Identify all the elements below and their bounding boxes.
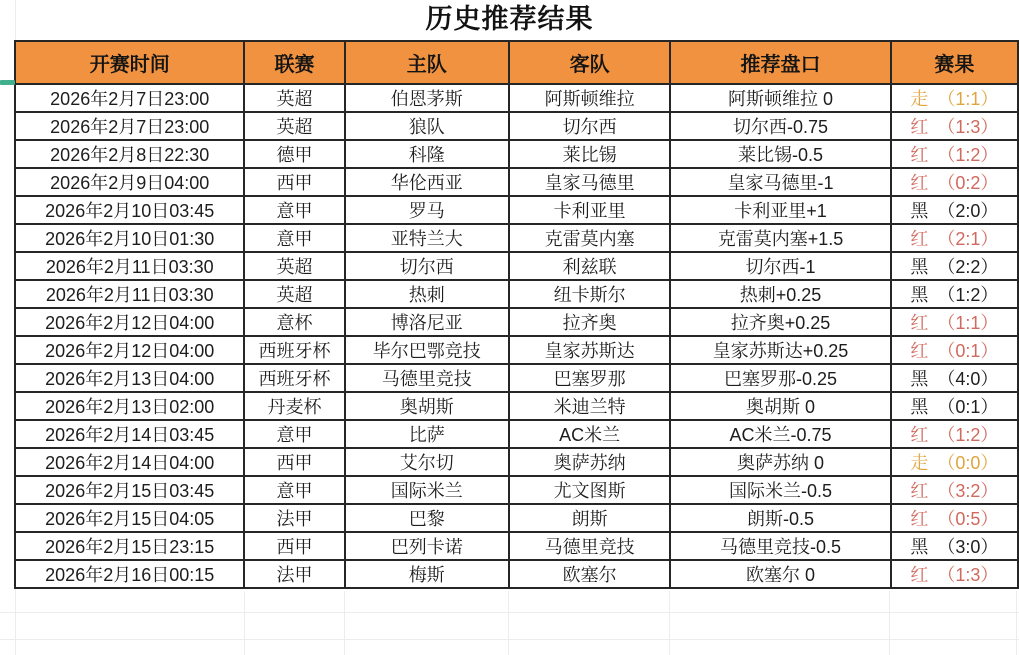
- cell-away-team[interactable]: 利兹联: [509, 252, 670, 280]
- cell-kickoff-time[interactable]: 2026年2月13日04:00: [15, 364, 244, 392]
- result-verdict: 走: [910, 89, 929, 109]
- result-verdict: 红: [910, 229, 929, 249]
- cell-kickoff-time[interactable]: 2026年2月7日23:00: [15, 112, 244, 140]
- cell-result[interactable]: [891, 420, 1018, 448]
- result-verdict: 黑: [910, 369, 929, 389]
- result-verdict: 红: [910, 425, 929, 445]
- result-verdict: 红: [910, 117, 929, 137]
- cell-home-team[interactable]: 伯恩茅斯: [345, 84, 509, 112]
- cell-kickoff-time[interactable]: 2026年2月15日03:45: [15, 476, 244, 504]
- cell-recommended-handicap[interactable]: 奥胡斯 0: [670, 392, 890, 420]
- cell-home-team[interactable]: 狼队: [345, 112, 509, 140]
- cell-recommended-handicap[interactable]: 热刺+0.25: [670, 280, 890, 308]
- table-row: [15, 168, 1018, 196]
- cell-result[interactable]: [891, 224, 1018, 252]
- cell-league[interactable]: 德甲: [244, 140, 344, 168]
- cell-home-team[interactable]: 切尔西: [345, 252, 509, 280]
- result-verdict: 红: [910, 145, 929, 165]
- cell-kickoff-time[interactable]: 2026年2月13日02:00: [15, 392, 244, 420]
- cell-league[interactable]: 意甲: [244, 224, 344, 252]
- result-verdict: 红: [910, 509, 929, 529]
- cell-away-team[interactable]: 欧塞尔: [509, 560, 670, 588]
- cell-recommended-handicap[interactable]: 皇家马德里-1: [670, 168, 890, 196]
- table-row: [15, 84, 1018, 112]
- result-score: （2:1）: [937, 229, 999, 249]
- result-verdict: 红: [910, 565, 929, 585]
- cell-away-team[interactable]: 巴塞罗那: [509, 364, 670, 392]
- cell-recommended-handicap[interactable]: 国际米兰-0.5: [670, 476, 890, 504]
- cell-kickoff-time[interactable]: 2026年2月10日03:45: [15, 196, 244, 224]
- cell-home-team[interactable]: 巴列卡诺: [345, 532, 509, 560]
- table-row: [15, 420, 1018, 448]
- cell-recommended-handicap[interactable]: 欧塞尔 0: [670, 560, 890, 588]
- cell-recommended-handicap[interactable]: 卡利亚里+1: [670, 196, 890, 224]
- cell-kickoff-time[interactable]: 2026年2月9日04:00: [15, 168, 244, 196]
- cell-recommended-handicap[interactable]: 朗斯-0.5: [670, 504, 890, 532]
- table-row: [15, 140, 1018, 168]
- result-score: （2:0）: [937, 201, 999, 221]
- cell-league[interactable]: 英超: [244, 112, 344, 140]
- cell-home-team[interactable]: 比萨: [345, 420, 509, 448]
- result-score: （1:1）: [937, 89, 999, 109]
- result-score: （3:2）: [937, 481, 999, 501]
- table-row: [15, 532, 1018, 560]
- result-score: （0:1）: [937, 341, 999, 361]
- results-table: [14, 40, 1019, 589]
- result-verdict: 红: [910, 341, 929, 361]
- cell-home-team[interactable]: 奥胡斯: [345, 392, 509, 420]
- cell-recommended-handicap[interactable]: 克雷莫内塞+1.5: [670, 224, 890, 252]
- cell-recommended-handicap[interactable]: 莱比锡-0.5: [670, 140, 890, 168]
- sheet-gridline-col4: [669, 591, 670, 655]
- result-verdict: 黑: [910, 285, 929, 305]
- sheet-gridline-col1: [244, 591, 245, 655]
- cell-away-team[interactable]: 切尔西: [509, 112, 670, 140]
- results-table-wrapper: [14, 40, 1019, 589]
- cell-away-team[interactable]: 马德里竞技: [509, 532, 670, 560]
- result-score: （0:5）: [937, 509, 999, 529]
- cell-kickoff-time[interactable]: 2026年2月12日04:00: [15, 336, 244, 364]
- cell-away-team[interactable]: 皇家苏斯达: [509, 336, 670, 364]
- cell-kickoff-time[interactable]: 2026年2月14日03:45: [15, 420, 244, 448]
- cell-away-team[interactable]: 尤文图斯: [509, 476, 670, 504]
- cell-result[interactable]: [891, 280, 1018, 308]
- sheet-gridline-col6: [1016, 591, 1017, 655]
- page-title: 历史推荐结果: [425, 4, 594, 34]
- cell-away-team[interactable]: 奥萨苏纳: [509, 448, 670, 476]
- sheet-gridline-col3: [508, 591, 509, 655]
- cell-league[interactable]: 西班牙杯: [244, 364, 344, 392]
- result-verdict: 黑: [910, 397, 929, 417]
- cell-home-team[interactable]: 博洛尼亚: [345, 308, 509, 336]
- cell-recommended-handicap[interactable]: 马德里竞技-0.5: [670, 532, 890, 560]
- cell-recommended-handicap[interactable]: 奥萨苏纳 0: [670, 448, 890, 476]
- cell-league[interactable]: 意甲: [244, 420, 344, 448]
- cell-home-team[interactable]: 巴黎: [345, 504, 509, 532]
- cell-result[interactable]: [891, 252, 1018, 280]
- cell-home-team[interactable]: 艾尔切: [345, 448, 509, 476]
- cell-recommended-handicap[interactable]: 切尔西-1: [670, 252, 890, 280]
- cell-away-team[interactable]: 拉齐奥: [509, 308, 670, 336]
- sheet-gridline-row2: [0, 639, 1019, 640]
- cell-away-team[interactable]: 阿斯顿维拉: [509, 84, 670, 112]
- cell-kickoff-time[interactable]: 2026年2月15日23:15: [15, 532, 244, 560]
- cell-kickoff-time[interactable]: 2026年2月11日03:30: [15, 252, 244, 280]
- cell-kickoff-time[interactable]: 2026年2月10日01:30: [15, 224, 244, 252]
- cell-result[interactable]: [891, 392, 1018, 420]
- sheet-gridline-row1: [0, 612, 1019, 613]
- cell-league[interactable]: 西甲: [244, 448, 344, 476]
- cell-home-team[interactable]: 亚特兰大: [345, 224, 509, 252]
- cell-result[interactable]: [891, 476, 1018, 504]
- cell-league[interactable]: 意甲: [244, 196, 344, 224]
- cell-result[interactable]: [891, 504, 1018, 532]
- column-header-recommended-handicap[interactable]: 推荐盘口: [670, 41, 890, 84]
- cell-league[interactable]: 法甲: [244, 560, 344, 588]
- cell-recommended-handicap[interactable]: 阿斯顿维拉 0: [670, 84, 890, 112]
- cell-away-team[interactable]: 米迪兰特: [509, 392, 670, 420]
- result-score: （1:2）: [937, 145, 999, 165]
- results-table-body: [15, 84, 1018, 588]
- sheet-gridline-col2: [344, 591, 345, 655]
- result-score: （2:2）: [937, 257, 999, 277]
- row-selection-marker: [0, 80, 15, 85]
- cell-recommended-handicap[interactable]: 切尔西-0.75: [670, 112, 890, 140]
- cell-recommended-handicap[interactable]: 拉齐奥+0.25: [670, 308, 890, 336]
- cell-home-team[interactable]: 梅斯: [345, 560, 509, 588]
- cell-away-team[interactable]: 皇家马德里: [509, 168, 670, 196]
- cell-league[interactable]: 意杯: [244, 308, 344, 336]
- cell-kickoff-time[interactable]: 2026年2月11日03:30: [15, 280, 244, 308]
- cell-league[interactable]: 英超: [244, 280, 344, 308]
- result-score: （1:2）: [937, 285, 999, 305]
- cell-kickoff-time[interactable]: 2026年2月8日22:30: [15, 140, 244, 168]
- cell-result[interactable]: [891, 336, 1018, 364]
- result-score: （1:2）: [937, 425, 999, 445]
- cell-recommended-handicap[interactable]: AC米兰-0.75: [670, 420, 890, 448]
- table-row: [15, 196, 1018, 224]
- cell-home-team[interactable]: 科隆: [345, 140, 509, 168]
- table-row: [15, 392, 1018, 420]
- cell-result[interactable]: [891, 84, 1018, 112]
- result-verdict: 红: [910, 313, 929, 333]
- cell-home-team[interactable]: 马德里竞技: [345, 364, 509, 392]
- cell-kickoff-time[interactable]: 2026年2月12日04:00: [15, 308, 244, 336]
- table-row: [15, 476, 1018, 504]
- cell-result[interactable]: [891, 532, 1018, 560]
- cell-home-team[interactable]: 热刺: [345, 280, 509, 308]
- cell-away-team[interactable]: AC米兰: [509, 420, 670, 448]
- cell-away-team[interactable]: 莱比锡: [509, 140, 670, 168]
- cell-result[interactable]: [891, 168, 1018, 196]
- table-row: [15, 280, 1018, 308]
- cell-away-team[interactable]: 纽卡斯尔: [509, 280, 670, 308]
- result-score: （1:1）: [937, 313, 999, 333]
- cell-league[interactable]: 西甲: [244, 168, 344, 196]
- column-header-league[interactable]: 联赛: [244, 41, 344, 84]
- result-verdict: 走: [910, 453, 929, 473]
- cell-result[interactable]: [891, 308, 1018, 336]
- cell-league[interactable]: 英超: [244, 84, 344, 112]
- result-score: （0:1）: [937, 397, 999, 417]
- cell-kickoff-time[interactable]: 2026年2月16日00:15: [15, 560, 244, 588]
- result-score: （1:3）: [937, 117, 999, 137]
- table-row: [15, 504, 1018, 532]
- cell-league[interactable]: 西甲: [244, 532, 344, 560]
- result-score: （3:0）: [937, 537, 999, 557]
- table-row: [15, 112, 1018, 140]
- result-verdict: 红: [910, 173, 929, 193]
- cell-away-team[interactable]: 克雷莫内塞: [509, 224, 670, 252]
- result-verdict: 黑: [910, 537, 929, 557]
- result-score: （4:0）: [937, 369, 999, 389]
- table-row: [15, 560, 1018, 588]
- cell-away-team[interactable]: 卡利亚里: [509, 196, 670, 224]
- result-verdict: 黑: [910, 201, 929, 221]
- cell-league[interactable]: 意甲: [244, 476, 344, 504]
- cell-home-team[interactable]: 华伦西亚: [345, 168, 509, 196]
- table-row: [15, 336, 1018, 364]
- cell-league[interactable]: 英超: [244, 252, 344, 280]
- column-header-home-team[interactable]: 主队: [345, 41, 509, 84]
- cell-kickoff-time[interactable]: 2026年2月15日04:05: [15, 504, 244, 532]
- cell-result[interactable]: [891, 140, 1018, 168]
- table-row: [15, 448, 1018, 476]
- table-row: [15, 364, 1018, 392]
- cell-league[interactable]: 丹麦杯: [244, 392, 344, 420]
- cell-away-team[interactable]: 朗斯: [509, 504, 670, 532]
- column-header-result[interactable]: 赛果: [891, 41, 1018, 84]
- table-row: [15, 224, 1018, 252]
- result-verdict: 红: [910, 481, 929, 501]
- result-score: （0:2）: [937, 173, 999, 193]
- cell-recommended-handicap[interactable]: 皇家苏斯达+0.25: [670, 336, 890, 364]
- cell-league[interactable]: 法甲: [244, 504, 344, 532]
- header-row: [15, 41, 1018, 84]
- cell-home-team[interactable]: 毕尔巴鄂竞技: [345, 336, 509, 364]
- sheet-gridline-col5: [889, 591, 890, 655]
- result-verdict: 黑: [910, 257, 929, 277]
- cell-result[interactable]: [891, 112, 1018, 140]
- cell-home-team[interactable]: 国际米兰: [345, 476, 509, 504]
- column-header-away-team[interactable]: 客队: [509, 41, 670, 84]
- cell-league[interactable]: 西班牙杯: [244, 336, 344, 364]
- column-header-kickoff-time[interactable]: 开赛时间: [15, 41, 244, 84]
- result-score: （0:0）: [937, 453, 999, 473]
- cell-home-team[interactable]: 罗马: [345, 196, 509, 224]
- cell-result[interactable]: [891, 196, 1018, 224]
- cell-result[interactable]: [891, 448, 1018, 476]
- cell-result[interactable]: [891, 560, 1018, 588]
- cell-result[interactable]: [891, 364, 1018, 392]
- result-score: （1:3）: [937, 565, 999, 585]
- table-row: [15, 308, 1018, 336]
- table-row: [15, 252, 1018, 280]
- cell-kickoff-time[interactable]: 2026年2月14日04:00: [15, 448, 244, 476]
- cell-recommended-handicap[interactable]: 巴塞罗那-0.25: [670, 364, 890, 392]
- cell-kickoff-time[interactable]: 2026年2月7日23:00: [15, 84, 244, 112]
